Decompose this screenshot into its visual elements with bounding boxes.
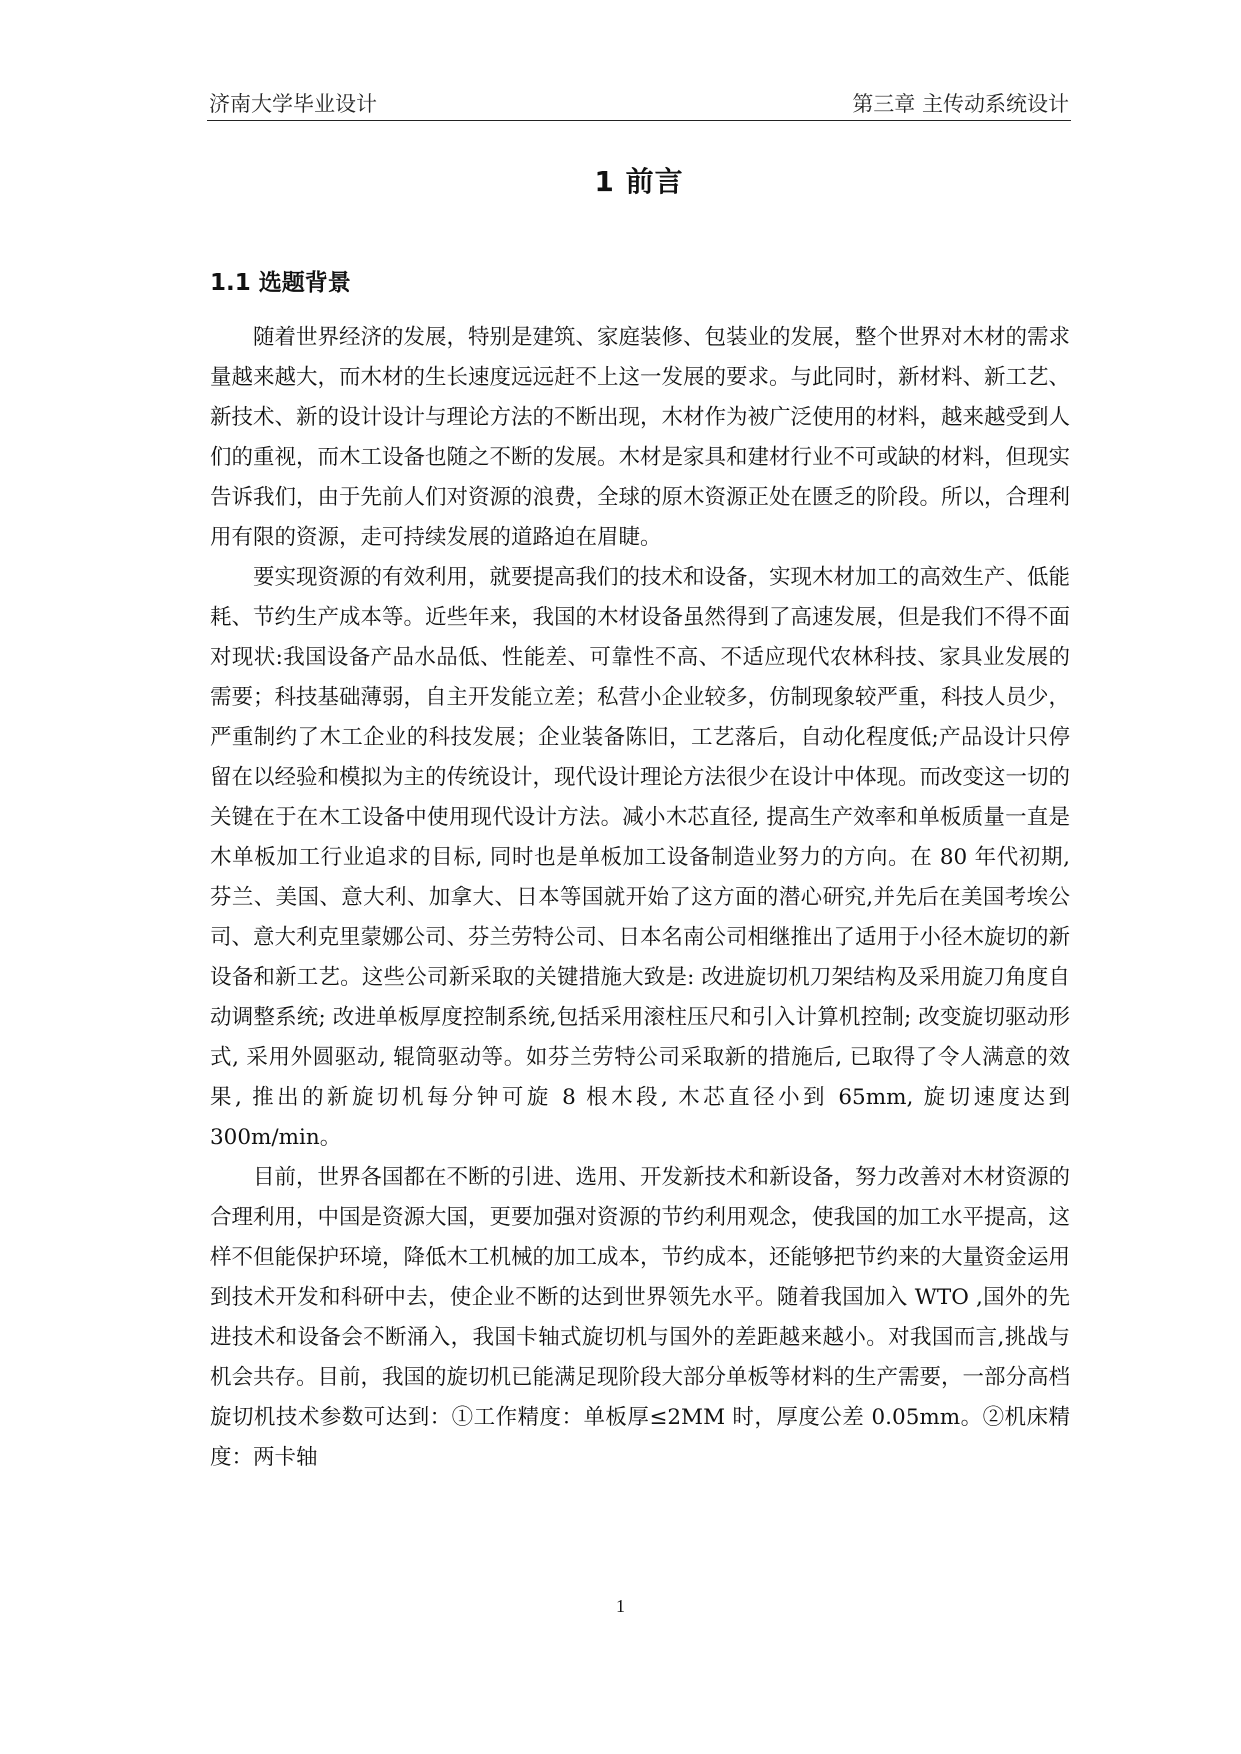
header-thesis-title: 济南大学毕业设计 [209, 92, 377, 116]
paragraph-2: 要实现资源的有效利用，就要提高我们的技术和设备，实现木材加工的高效生产、低能耗、节约生产成本等。近些年来，我国的木材设备虽然得到了高速发展，但是我们不得不面对现状:我国设备产品水品低、性能差、可靠性不高、不适应现代农林科技、家具业发展的需要；科技基础薄弱，自主开发能立差；私营小企业较多，仿制现象较严重，科技人员少，严重制约了木工企业的科技发展；企业装备陈旧，工艺落后，自动化程度低;产品设计只停留在以经验和模拟为主的传统设计，现代设计理论方法很少在设计中体现。而改变这一切的关键在于在木工设备中使用现代设计方法。减小木芯直径, 提高生产效率和单板质量一直是木单板加工行业追求的目标, 同时也是单板加工设备制造业努力的方向。在 80 年代初期, 芬兰、美国、意大利、加拿大、日本等国就开始了这方面的潜心研究,并先后在美国考埃公司、意大利克里蒙娜公司、芬兰劳特公司、日本名南公司相继推出了适用于小径木旋切的新设备和新工艺。这些公司新采取的关键措施大致是: 改进旋切机刀架结构及采用旋刀角度自动调整系统; 改进单板厚度控制系统,包括采用滚柱压尺和引入计算机控制; 改变旋切驱动形式, 采用外圆驱动, 辊筒驱动等。如芬兰劳特公司采取新的措施后, 已取得了令人满意的效果, 推出的新旋切机每分钟可旋 8 根木段, 木芯直径小到 65mm, 旋切速度达到 300m/min。 [210, 565, 1071, 1150]
page-header [207, 86, 1071, 121]
chapter-title: 1 前言 [594, 165, 684, 198]
body-text [210, 318, 1070, 1478]
page-number: 1 [616, 1596, 625, 1616]
header-chapter-title: 第三章 主传动系统设计 [852, 92, 1069, 116]
paragraph-1: 随着世界经济的发展，特别是建筑、家庭装修、包装业的发展，整个世界对木材的需求量越来越大，而木材的生长速度远远赶不上这一发展的要求。与此同时，新材料、新工艺、新技术、新的设计设计与理论方法的不断出现，木材作为被广泛使用的材料，越来越受到人们的重视，而木工设备也随之不断的发展。木材是家具和建材行业不可或缺的材料，但现实告诉我们，由于先前人们对资源的浪费，全球的原木资源正处在匮乏的阶段。所以，合理利用有限的资源，走可持续发展的道路迫在眉睫。 [210, 325, 1071, 550]
paragraph-3: 目前，世界各国都在不断的引进、选用、开发新技术和新设备，努力改善对木材资源的合理利用，中国是资源大国，更要加强对资源的节约利用观念，使我国的加工水平提高，这样不但能保护环境，降低木工机械的加工成本，节约成本，还能够把节约来的大量资金运用到技术开发和科研中去，使企业不断的达到世界领先水平。随着我国加入 WTO ,国外的先进技术和设备会不断涌入，我国卡轴式旋切机与国外的差距越来越小。对我国而言,挑战与机会共存。目前，我国的旋切机已能满足现阶段大部分单板等材料的生产需要，一部分高档旋切机技术参数可达到：①工作精度：单板厚≤2MM 时，厚度公差 0.05mm。②机床精度：两卡轴 [210, 1165, 1071, 1470]
section-title: 1.1 选题背景 [210, 270, 351, 296]
